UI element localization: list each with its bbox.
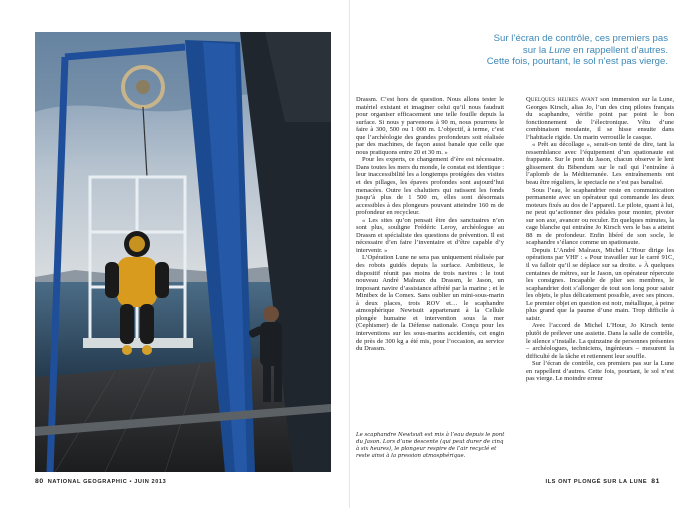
paragraph: L’Opération Lune ne sera pas uniquement réalisée par des robots guidés depuis la surface. Ambitieux, le dispositif réunit pas moins de trois navires : le tout nouveau André Malraux du Drassm, le Jason, un imposant navire d’assistance affrété par la marine ; et le Minibex de la Comex. Sans oublier un mini-sous-marin à deux places, trois ROV et… le scaphandre atmosphérique Newtsuit appartenant à la Cellule plongée humaine et intervention sous la mer (Cephismer) de la Défense nationale. Conçu pour les interventions sur les sous-marins accidentés, cet engin de près de 300 kg a été mis, pour l’occasion, au service du Drassm. [356, 254, 504, 353]
page-gutter [349, 0, 350, 508]
paragraph: Depuis L’André Malraux, Michel L’Hour dirige les opérations par VHF : « Pour travailler sur le carré 91C, il va falloir qu’il se déplace sur sa droite. » À quelques centaines de mètres, sur le Jason, un opérateur répercute les consignes. Incapable de plier ses membres, le scaphandrier doit s’allonger de tout son long pour saisir les objets, le plus délicatement possible, avec ses pinces. Le premier objet en question est noir, métallique, à peine plus grand que la paume d’une main. Trop difficile à saisir. [526, 246, 674, 322]
article-column-left [356, 96, 504, 353]
paragraph: Sous l’eau, le scaphandrier reste en communication permanente avec un opérateur qui commande les deux moteurs fixés au dos de l’appareil. Le pilote, quant à lui, ne peut qu’actionner des pédales pour monter, pivoter sur son axe, avancer ou reculer. En quelques minutes, la cage blanche qui entraîne Jo Kirsch vers le bas a atteint 88 m de profondeur. Enfin libéré de son socle, le scaphandre s’élance comme un spationaute. [526, 186, 674, 247]
pull-quote-line-2-em: Lune [549, 44, 571, 56]
pull-quote-line-2-post: en rappellent d’autres. [570, 44, 668, 56]
folio-left [35, 478, 166, 485]
paragraph: Drassm. C’est hors de question. Nous allons tester le matériel existant et imaginer celui qu’il nous faudrait pour organiser efficacement une telle fouille depuis la surface. Si nous y parvenons à 90 m, nous pourrons le faire à 300, 500 ou 1 000 m. L’objectif, à terme, c’est que l’archéologie des grandes profondeurs soit réalisée par des machines, de façon aussi banale que celle que nous pratiquons entre 20 et 30 m. » [356, 96, 504, 156]
paragraph-text: son immersion sur la Lune, Georges Kirsch, alias Jo, l’un des cinq pilotes français du scaphandre, vérifie point par point le bon fonctionnement de l’électronique. Vêtu d’une combinaison moulante, il se hisse ensuite dans l’habitacle rigide. Un marin verrouille le casque. [526, 96, 675, 141]
folio-left-text: NATIONAL GEOGRAPHIC • JUIN 2013 [47, 479, 167, 485]
photo-caption: Le scaphandre Newtsuit est mis à l’eau depuis le pont du Jason. Lors d’une descente (qui peut durer de cinq à six heures), le plongeur respire de l’air recyclé et reste ainsi à la pression atmosphérique. [356, 432, 505, 460]
page-number-right: 81 [651, 478, 660, 485]
pull-quote-line-2-pre: sur la [522, 44, 550, 56]
photo-newtsuit-deployment [35, 32, 331, 472]
article-column-right [526, 96, 674, 383]
paragraph [526, 96, 674, 141]
paragraph: Avec l’accord de Michel L’Hour, Jo Kirsch tente plutôt de prélever une assiette. Dans la salle de contrôle, le silence s’installe. La quinzaine de personnes présentes – archéologues, techniciens, ingénieurs – mesurent la difficulté de la tâche et retiennent leur souffle. [526, 322, 674, 360]
pull-quote [418, 33, 668, 68]
lead-in-small-caps: Quelques heures avant [526, 96, 598, 103]
page-number-left: 80 [35, 478, 44, 485]
folio-right [545, 478, 660, 485]
pull-quote-line-3: Cette fois, pourtant, le sol n’est pas vierge. [486, 56, 668, 68]
pull-quote-line-1: Sur l’écran de contrôle, ces premiers pas [493, 33, 668, 44]
paragraph: « Prêt au décollage », serait-on tenté de dire, tant la ressemblance avec l’équipement d’un spationaute est frappante. Sur le pont du Jason, chacun observe le lent glissement du Bibendum sur le rail qui l’entraîne à l’aplomb de la Méditerranée. Les entraînements ont beau être réguliers, le spectacle ne s’est pas banalisé. [526, 141, 674, 187]
paragraph: « Les sites qu’on pensait être des sanctuaires n’en sont plus, souligne Frédéric Leroy, archéologue au Drassm et spécialiste des questions de prévention. Il est nécessaire d’en faire l’inventaire et d’être capable d’y intervenir. » [356, 216, 504, 254]
folio-right-text: ILS ONT PLONGÉ SUR LA LUNE [545, 479, 648, 485]
pull-quote-line-2 [418, 45, 668, 57]
paragraph: Pour les experts, ce changement d’ère est nécessaire. Dans toutes les mers du monde, le constat est identique : leur inaccessibilité les a longtemps protégées des visites et des pillages, les épaves profondes sont aujourd’hui menacées. Outre les chalutiers qui ratissent les fonds jusqu’à plus de 1 500 m, elles sont désormais accessibles à des plongeurs pouvant atteindre 160 m de profondeur en recycleur. [356, 156, 504, 217]
paragraph: Sur l’écran de contrôle, ces premiers pas sur la Lune en rappellent d’autres. Cette fois, pourtant, le sol n’est pas vierge. Le moindre erreur [526, 360, 674, 383]
